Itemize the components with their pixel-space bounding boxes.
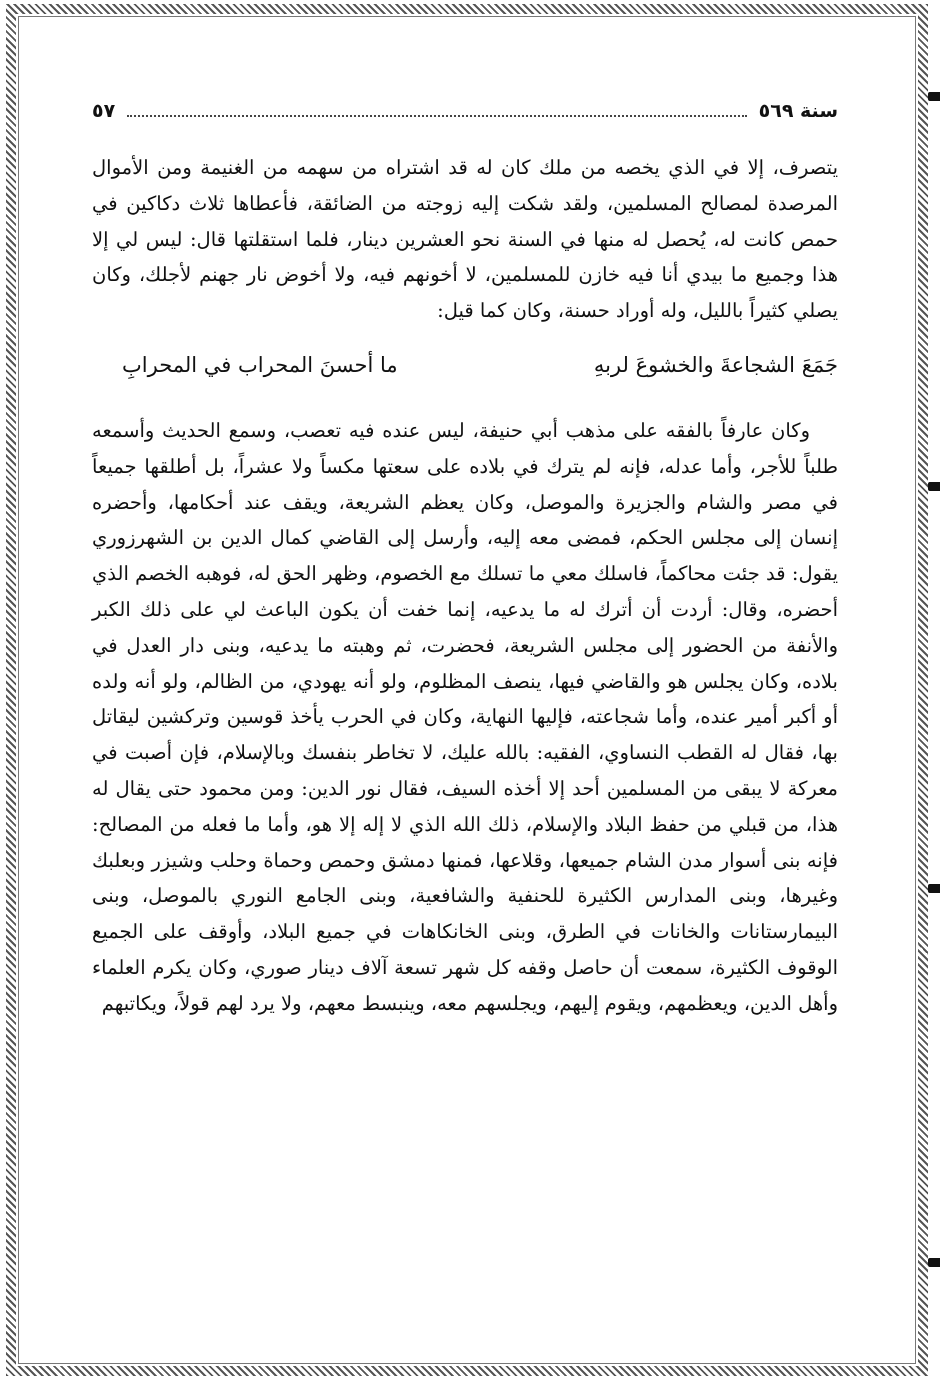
poem-hemistich-second: ما أحسنَ المحراب في المحرابِ [122, 352, 398, 377]
margin-marker [928, 1258, 940, 1267]
running-title: سنة ٥٦٩ [758, 100, 838, 122]
page-header [92, 94, 838, 128]
header-leader-dots [127, 115, 746, 117]
paragraph: وكان عارفاً بالفقه على مذهب أبي حنيفة، ليس عنده فيه تعصب، وسمع الحديث وأسمعه طلباً للأجر، وأما عدله، فإنه لم يترك في بلاده على سعتها مكساً ولا عشراً، بل أطلقها جميعاً في مصر والشام والجزيرة والموصل، وكان يعظم الشريعة، ويقف عند أحكامها، وأحضره إنسان إلى مجلس الحكم، فمضى معه إليه، وأرسل إلى القاضي كمال الدين بن الشهرزوري يقول: قد جئت محاكماً، فاسلك معي ما تسلك مع الخصوم، وظهر الحق له، فوهبه الخصم الذي أحضره، وقال: أردت أن أترك له ما يدعيه، إنما خفت أن يكون الباعث لي على ذلك الكبر والأنفة من الحضور إلى مجلس الشريعة، فحضرت، ثم وهبته ما يدعيه، وبنى دار العدل في بلاده، وكان يجلس هو والقاضي فيها، ينصف المظلوم، ولو أنه يهودي، من الظالم، ولو أنه ولده أو أكبر أمير عنده، وأما شجاعته، فإليها النهاية، وكان في الحرب يأخذ قوسين وتركشين ليقاتل بها، فقال له القطب النساوي، الفقيه: بالله عليك، لا تخاطر بنفسك وبالإسلام، فإن أصبت في معركة لا يبقى من المسلمين أحد إلا أخذه السيف، فقال نور الدين: ومن محمود حتى يقال له هذا، من قبلي من حفظ البلاد والإسلام، ذلك الله الذي لا إله إلا هو، وأما ما فعله من المصالح: فإنه بنى أسوار مدن الشام جميعها، وقلاعها، فمنها دمشق وحمص وحماة وحلب وشيزر وبعلبك وغيرها، وبنى المدارس الكثيرة للحنفية والشافعية، وبنى الجامع النوري بالموصل، وبنى البيمارستانات والخانات في الطرق، وبنى الخانكاهات في جميع البلاد، وأوقف على الجميع الوقوف الكثيرة، سمعت أن حاصل وقفه كل شهر تسعة آلاف دينار صوري، وكان يكرم العلماء وأهل الدين، ويعظمهم، ويقوم إليهم، ويجلسهم معه، وينبسط معهم، ولا يرد لهم قولاً، ويكاتبهم [92, 418, 838, 1015]
poem-hemistich-first: جَمَعَ الشجاعةَ والخشوعَ لربهِ [593, 352, 838, 377]
page-body [92, 150, 838, 1022]
page-number: ٥٧ [92, 100, 116, 122]
paragraph: يتصرف، إلا في الذي يخصه من ملك كان له قد اشتراه من سهمه من الغنيمة ومن الأموال المرصدة لمصالح المسلمين، ولقد شكت إليه زوجته من الضائقة، فأعطاها ثلاث دكاكين في حمص كانت له، يُحصل له منها في السنة نحو العشرين دينار، فلما استقلتها قال: ليس لي إلا هذا وجميع ما بيدي أنا فيه خازن للمسلمين، لا أخونهم فيه، ولا أخوض نار جهنم لأجلك، وكان يصلي كثيراً بالليل، وله أوراد حسنة، وكان كما قيل: [92, 156, 838, 323]
margin-marker [928, 482, 940, 491]
margin-marker [928, 884, 940, 893]
poem-verse [92, 347, 838, 383]
margin-marker [928, 92, 940, 101]
